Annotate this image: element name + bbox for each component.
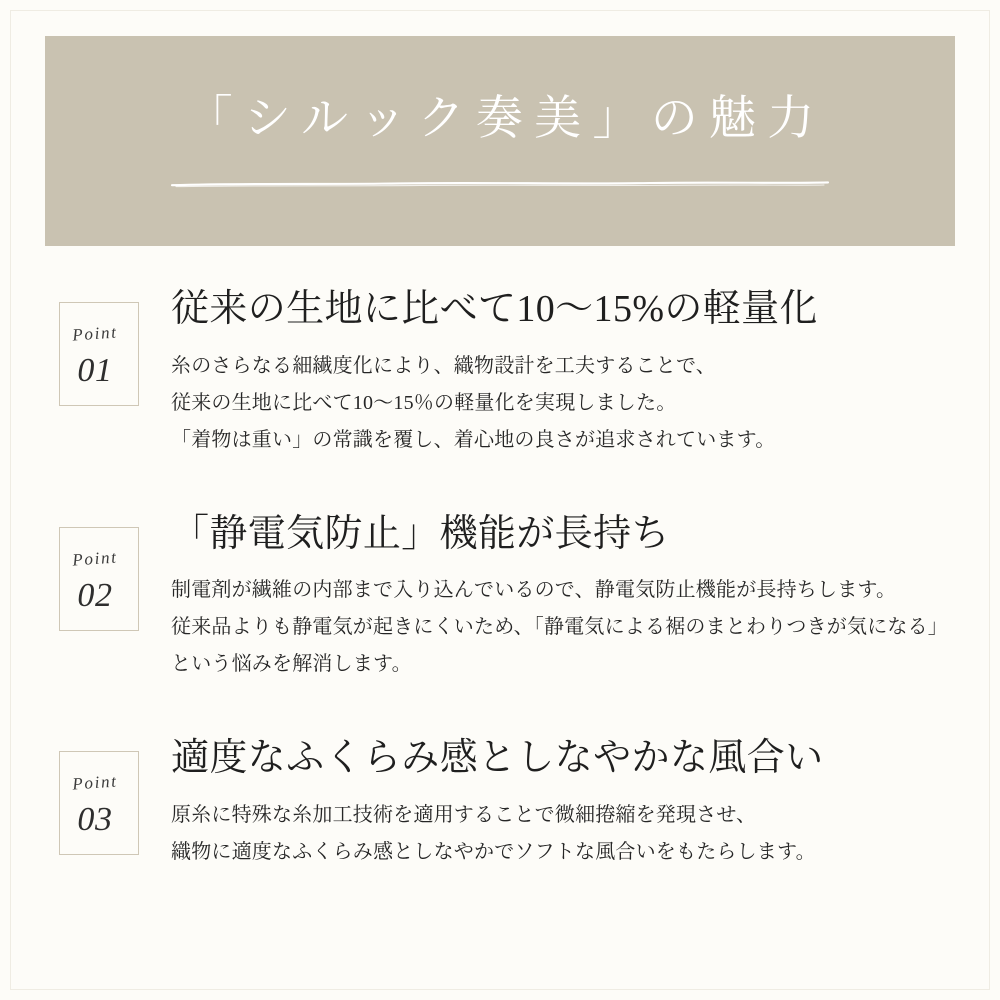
point-description (171, 348, 955, 459)
point-item (45, 511, 955, 684)
page-title: 「シルック奏美」の魅力 (185, 93, 826, 146)
point-description (171, 797, 955, 871)
badge-number: 02 (77, 576, 113, 614)
point-body (157, 735, 955, 871)
badge-word: Point (71, 546, 119, 570)
point-heading: 適度なふくらみ感としなやかな風合い (171, 737, 824, 779)
point-body (157, 286, 955, 459)
point-description-line: 織物に適度なふくらみ感としなやかでソフトな風合いをもたらします。 (171, 840, 816, 863)
badge-number: 01 (77, 352, 113, 389)
point-heading: 「静電気防止」機能が長持ち (171, 512, 670, 555)
point-description-line: 従来品よりも静電気が起きにくいため、「静電気による裾のまとわりつきが気になる」 (171, 616, 948, 638)
point-badge (53, 751, 141, 861)
badge-word: Point (71, 771, 119, 794)
points-list (45, 286, 955, 871)
header-divider (170, 180, 830, 188)
point-description-line: 従来の生地に比べて10〜15％の軽量化を実現しました。 (171, 391, 677, 414)
point-item (45, 286, 955, 459)
point-body (157, 511, 955, 684)
header-band (45, 36, 955, 246)
badge-number: 03 (77, 801, 113, 838)
point-description-line: 制電剤が繊維の内部まで入り込んでいるので、静電気防止機能が長持ちします。 (171, 579, 897, 601)
point-description-line: 糸のさらなる細繊度化により、織物設計を工夫することで、 (171, 354, 716, 377)
point-description-line: 「着物は重い」の常識を覆し、着心地の良さが追求されています。 (171, 428, 776, 451)
point-description-line: という悩みを解消します。 (171, 653, 412, 675)
point-badge (53, 527, 141, 637)
point-heading: 従来の生地に比べて10〜15%の軽量化 (171, 288, 818, 330)
badge-word: Point (71, 322, 119, 345)
point-description-line: 原糸に特殊な糸加工技術を適用することで微細捲縮を発現させ、 (171, 803, 757, 826)
point-badge (53, 302, 141, 412)
point-item (45, 735, 955, 871)
point-description (171, 572, 955, 683)
